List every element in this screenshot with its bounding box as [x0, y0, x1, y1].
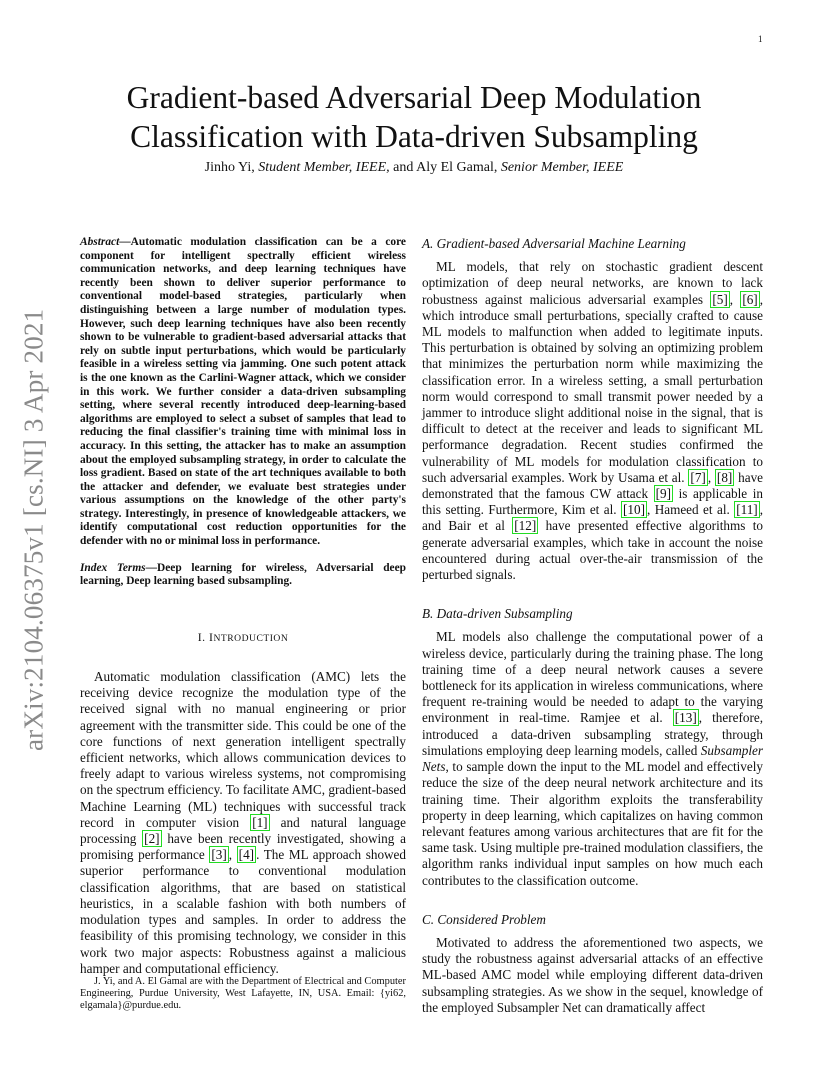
section-a-text-9: have presented effective algorithms to generate adversarial examples, which take in account the noise encountered during actual over-the-air transmission of the perturbed signals. — [422, 518, 763, 583]
author-connector: and Aly El Gamal, — [393, 160, 498, 175]
subsection-heading-c: C. Considered Problem — [422, 911, 546, 927]
section-c-paragraph: Motivated to address the aforementioned two aspects, we study the robustness against adversarial attacks of an effective ML-based AMC model while employing different data-driven subsampling strategies. As we show in the sequel, knowledge of the employed Subsampler Net can dramatically affect — [422, 934, 763, 1015]
author-1: Jinho Yi, — [204, 160, 255, 175]
section-b-text-1: ML models also challenge the computational power of a wireless device, particularly during the training phase. The long training time of a deep neural network causes a severe bottleneck for its application in wireless communications, where frequent re-training would be needed to adapt to the varying environment in real-time. Ramjee et al. — [422, 629, 763, 726]
title-line-2: Classification with Data-driven Subsampling — [130, 119, 698, 154]
section-a-text-2: , — [729, 291, 741, 307]
subsampler-nets-term: Subsampler Nets — [422, 742, 763, 775]
citation-11[interactable]: [11] — [736, 502, 758, 518]
footnote: J. Yi, and A. El Gamal are with the Department of Electrical and Computer Engineering, Purdue University, West Lafayette, IN, USA. Email: {yi62, elgamala}@purdue.edu. — [80, 976, 406, 1012]
intro-text-3: have been recently investigated, showing a promising performance — [80, 831, 406, 863]
section-b-text-2: , therefore, introduced a data-driven subsampling strategy, through simulations employing deep learning models, called — [422, 710, 763, 758]
introduction-paragraph — [80, 669, 406, 977]
author-line — [80, 160, 748, 176]
title-line-1: Gradient-based Adversarial Deep Modulation — [126, 80, 702, 115]
index-terms — [80, 562, 406, 589]
author-2-role: Senior Member, IEEE — [500, 160, 624, 175]
right-column — [422, 236, 763, 1016]
citation-3[interactable]: [3] — [211, 847, 227, 863]
subsection-heading-b: B. Data-driven Subsampling — [422, 606, 573, 622]
section-a-text-8: , and Bair et al — [422, 502, 763, 534]
intro-text-2: and natural language processing — [80, 814, 406, 847]
abstract — [80, 236, 406, 549]
citation-8[interactable]: [8] — [716, 469, 733, 485]
citation-1[interactable]: [1] — [252, 814, 268, 830]
citation-9[interactable]: [9] — [655, 486, 672, 502]
intro-text-1: Automatic modulation classification (AMC) lets the receiving device recognize the modulation type of the received signal with no manual engineering or prior agreement with the transmitter side. This could be one of the core functions of next generation intelligent spectrally efficient networks, which allows communication devices to freely adapt to various wireless systems, not compromising on the spectrum efficiency. To facilitate AMC, gradient-based Machine Learning (ML) techniques with successful track record in computer vision — [80, 669, 406, 830]
abstract-label: Abstract — [80, 236, 120, 248]
section-b-text-3: , to sample down the input to the ML model and effectively reduce the size of the deep neural network architecture and its training time. Their algorithm exploits the transferability property in deep learning, which capitalizes on having common relevant features among various architectures that are fit for the same task. Using multiple pre-trained modulation classifiers, the algorithm ranks individual input samples on how much each contributes to the classification outcome. — [422, 759, 763, 888]
section-a-text-1: ML models, that rely on stochastic gradient descent optimization of deep neural networks, are known to lack robustness against malicious adversarial examples — [422, 259, 763, 307]
citation-13[interactable]: [13] — [674, 710, 697, 726]
citation-10[interactable]: [10] — [623, 502, 645, 518]
citation-12[interactable]: [12] — [514, 518, 537, 534]
abstract-text: —Automatic modulation classification can be a core component for intelligent spectrally efficient wireless communication networks, and deep learning techniques have recently been shown to deliver superior performance to conventional model-based strategies, particularly when distinguishing between a large number of modulation types. However, such deep learning techniques have also been recently shown to be vulnerable to gradient-based adversarial attacks that rely on subtle input perturbations, which would be particularly feasible in a wireless setting via jamming. One such potent attack is the one known as the Carlini-Wagner attack, which we consider in this work. We further consider a data-driven subsampling setting, where several recently introduced deep-learning-based algorithms are employed to select a subset of samples that lead to reducing the final classifier's training time with minimal loss in accuracy. In this setting, the attacker has to make an assumption about the employed subsampling strategy, in order to calculate the loss gradient. Based on state of the art techniques available to both the attacker and defender, we evaluate best strategies under various assumptions on the knowledge of the other party's strategy. Interestingly, in presence of knowledgeable attackers, we identify computational cost reduction opportunities for the defender with no or minimal loss in performance. — [80, 236, 406, 548]
citation-4[interactable]: [4] — [238, 847, 255, 863]
citation-5[interactable]: [5] — [712, 291, 728, 307]
author-1-role: Student Member, IEEE, — [258, 160, 390, 175]
intro-text-4: , — [228, 847, 237, 863]
section-a-paragraph — [422, 259, 763, 583]
index-terms-label: Index Terms — [80, 561, 146, 574]
citation-6[interactable]: [6] — [742, 291, 758, 307]
citation-2[interactable]: [2] — [144, 831, 160, 847]
section-a-text-6: is applicable in this setting. Furthermore, Kim et al. — [422, 486, 763, 518]
intro-text-5: . The ML approach showed superior performance to conventional modulation classification algorithms, that are based on statistical heuristics, in a scalable fashion with both numbers of modulation types and samples. In order to address the feasibility of this promising technology, we consider in this work two major aspects: Robustness against a malicious hamper and computational efficiency. — [80, 847, 407, 976]
section-a-text-4: , — [707, 469, 715, 485]
section-b-paragraph — [422, 629, 763, 888]
page-number: 1 — [758, 34, 763, 44]
arxiv-stamp: arXiv:2104.06375v1 [cs.NI] 3 Apr 2021 — [18, 308, 49, 752]
subsection-heading-a: A. Gradient-based Adversarial Machine Learning — [422, 236, 686, 251]
section-heading-introduction: I. INTRODUCTION — [197, 629, 289, 644]
section-a-text-5: have demonstrated that the famous CW attack — [422, 469, 764, 502]
section-a-text-7: , Hameed et al. — [646, 502, 735, 518]
section-a-text-3: , which introduce small perturbations, specially crafted to cause ML models to malfunction when added to legitimate inputs. This perturbation is obtained by solving an optimizing problem that minimizes the perturbation norm while maximizing the classification error. In a wireless setting, a small perturbation norm would correspond to small transmit power needed by a jammer to introduce slight additional noise in the signal, that is difficult to detect at the receiver and leads to significant ML performance degradation. Recent studies confirmed the vulnerability of ML models for modulation classification to such adversarial examples. Work by Usama et al. — [422, 291, 763, 485]
citation-7[interactable]: [7] — [690, 469, 706, 485]
index-terms-text: —Deep learning for wireless, Adversarial deep learning, Deep learning based subsampling. — [80, 561, 406, 588]
paper-title — [80, 78, 748, 156]
left-column — [80, 236, 406, 977]
